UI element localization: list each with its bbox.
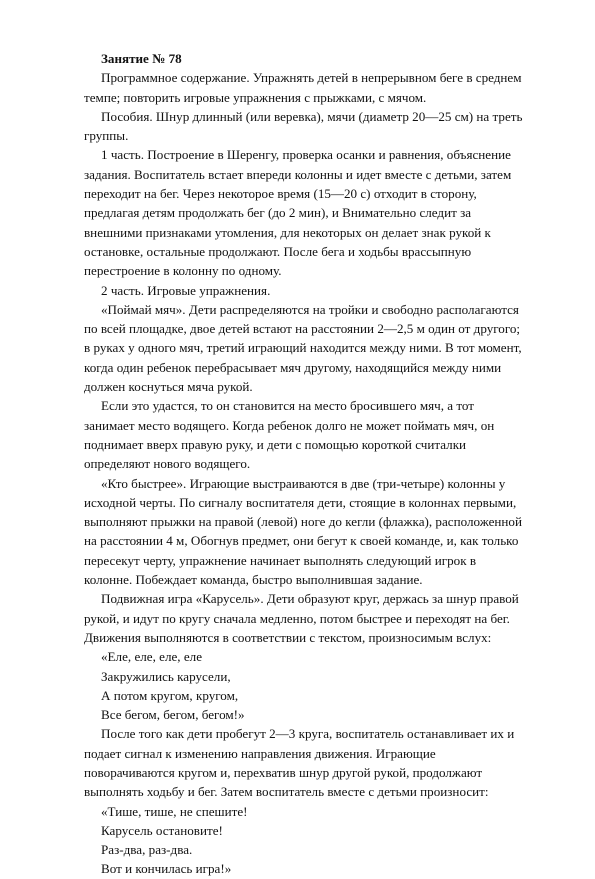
paragraph-who-faster: «Кто быстрее». Играющие выстраиваются в две (три-четыре) колонны у исходной черты. По сигналу воспитателя дети, стоящие в колоннах первыми, выполняют прыжки на правой (левой) ноге до кегли (флажка), расположенной на расстоянии 4 м, Обогнув предмет, они бегут к своей команде, и, как только пересекут черту, упражнение начинает выполнять следующий игрок в колонне. Побеждает команда, быстро выполнившая задание. — [84, 475, 522, 588]
verse-line: «Тише, тише, не спешите! — [101, 803, 248, 819]
paragraph-catch-ball-cont: Если это удастся, то он становится на место бросившего мяч, а тот занимает место водящего. Когда ребенок долго не может поймать мяч, он поднимает вверх правую руку, и дети с помощью короткой считалки определяют нового водящего. — [84, 398, 495, 472]
lesson-title: Занятие № 78 — [101, 51, 182, 66]
verse-line: Карусель остановите! — [101, 822, 223, 838]
paragraph-materials: Пособия. Шнур длинный (или веревка), мячи (диаметр 20—25 см) на треть группы. — [84, 108, 523, 144]
paragraph-part-2: 2 часть. Игровые упражнения. — [101, 282, 271, 298]
verse-2 — [84, 802, 525, 879]
verse-line: Раз-два, раз-два. — [101, 842, 193, 858]
paragraph-program: Программное содержание. Упражнять детей в непрерывном беге в среднем темпе; повторить игровые упражнения с прыжками, с мячом. — [84, 70, 522, 105]
verse-line: «Еле, еле, еле, еле — [101, 649, 203, 665]
paragraph-carousel: Подвижная игра «Карусель». Дети образуют круг, держась за шнур правой рукой, и идут по кругу сначала медленно, потом быстрее и переходят на бег. Движения выполняются в соответствии с текстом, произносимым вслух: — [84, 591, 519, 645]
verse-line: Вот и кончилась игра!» — [101, 861, 232, 877]
paragraph-part-1: 1 часть. Построение в Шеренгу, проверка осанки и равнения, объяснение задания. Воспитатель встает впереди колонны и идет вместе с детьми, затем переходит на бег. Через некоторое время (15—20 с) отходит в сторону, предлагая детям продолжать бег (до 2 мин), и Внимательно следит за внешними признаками утомления, для некоторых он делает знак рукой к остановке, остальные продолжают. После бега и ходьбы врассыпную перестроение в колонну по одному. — [84, 147, 512, 279]
paragraph-after-circles: После того как дети пробегут 2—3 круга, воспитатель останавливает их и подает сигнал к изменению направления движения. Играющие поворачиваются кругом и, перехватив шнур другой рукой, продолжают выполнять ходьбу и бег. Затем воспитатель вместе с детьми произносит: — [84, 726, 515, 800]
paragraph-catch-ball: «Поймай мяч». Дети распределяются на тройки и свободно располагаются по всей площадке, двое детей встают на расстоянии 2—2,5 м один от другого; в руках у одного мяч, третий играющий находится между ними. В тот момент, когда один ребенок перебрасывает мяч другому, находящийся между ними должен коснуться мяча рукой. — [84, 301, 522, 395]
verse-line: Все бегом, бегом, бегом!» — [101, 707, 245, 723]
verse-line: Закружились карусели, — [101, 668, 231, 684]
verse-line: А потом кругом, кругом, — [101, 687, 239, 703]
verse-1 — [84, 647, 525, 724]
